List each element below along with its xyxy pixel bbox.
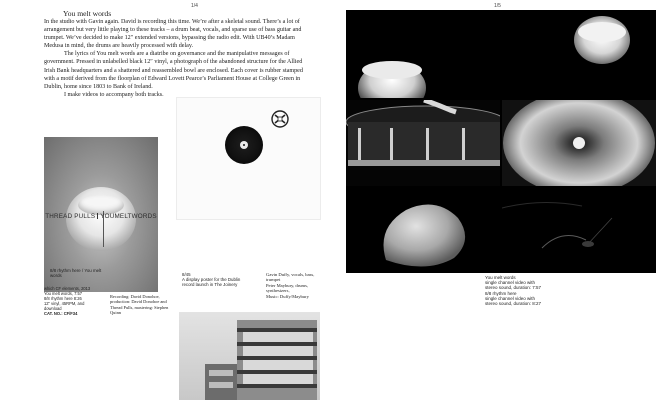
vinyl-spindle-hole bbox=[243, 144, 245, 146]
video-caption bbox=[485, 275, 569, 306]
left-page bbox=[0, 0, 334, 400]
sleeve-band-title bbox=[44, 213, 158, 220]
video-caption-line-6: stereo sound, duration: 8:27 bbox=[485, 301, 542, 307]
sleeve-meta-line-2: words bbox=[50, 273, 62, 278]
essay-paragraph-2: The lyrics of You melt words are a diatribe on governance and the manipulative messages of government. Pressed in unlabelled black 12″ vinyl, a photograph of the abandoned structure for the Allied Irish Bank headquarters and a shattered and reassembled bowl are enclosed. Each cover is rubber stamped with a motif derived from the floorplan of Edward Lovett Pearce’s Parliament House at College Green in Dublin, home since 1803 to Bank of Ireland. bbox=[44, 51, 303, 90]
video-caption-line-1: You melt words bbox=[485, 275, 516, 280]
essay-paragraph-1: In the studio with Gavin again. David is recording this time. We’re after a skeletal sound. There’s a lot of arrangement but very little playing to these tracks – a drum beat, vocals, and sparse use of bass guitar and trumpet. We’ve decided to make 12″ extended versions, bypassing the radio edit. With UB40’s Madam Medusa in mind, the drums are heavily processed with delay. bbox=[44, 19, 302, 50]
bowl-rim bbox=[78, 195, 124, 215]
still-bowl-left bbox=[346, 10, 500, 98]
sleeve-meta-line-1: 8/8 rhythm here / You melt bbox=[50, 268, 102, 273]
poster-caption: 8/45 A display poster for the Dublin record launch in The Joinery bbox=[182, 272, 241, 287]
sleeve-caption bbox=[44, 287, 108, 316]
essay-title: You melt words bbox=[63, 9, 112, 18]
sleeve-caption-line-1: which CF elements, 2013 bbox=[44, 286, 91, 291]
record-sleeve-photo bbox=[44, 137, 158, 292]
performer-credits: Gavin Duffy, vocals, bass, trumpet Peter Maybury, drums, synthesizers, Music: Duffy/Maybury bbox=[266, 272, 315, 299]
video-caption-line-4: 8/8 rhythm here bbox=[485, 290, 517, 296]
page-number-right: 1/5 bbox=[494, 3, 501, 9]
video-caption-line-5: single channel video with bbox=[485, 295, 536, 301]
page-number-left: 1/4 bbox=[191, 3, 198, 9]
sleeve-band-divider bbox=[97, 213, 98, 219]
bowl-still-image bbox=[346, 10, 500, 98]
sleeve-band-left: THREAD PULLS bbox=[45, 213, 96, 220]
bowl-still-image-2 bbox=[502, 10, 656, 98]
vinyl-disc bbox=[225, 126, 263, 164]
still-stone bbox=[346, 188, 500, 273]
dark-abstract-image bbox=[502, 188, 656, 273]
sleeve-caption-line-3: 8/8 rhythm here 8:26 bbox=[44, 295, 82, 301]
snare-drum-image bbox=[346, 100, 500, 186]
vinyl-record-photo bbox=[176, 97, 321, 220]
still-bowl-right bbox=[502, 10, 656, 98]
speaker-cone-image bbox=[502, 100, 656, 186]
stone-image bbox=[346, 188, 500, 273]
video-stills-grid bbox=[346, 10, 656, 273]
essay-paragraph-3: I make videos to accompany both tracks. bbox=[64, 91, 164, 98]
video-caption-line-3: stereo sound, duration: 7:57 bbox=[485, 285, 542, 291]
still-speaker-cone bbox=[502, 100, 656, 186]
sleeve-caption-line-5: download bbox=[44, 305, 62, 311]
sleeve-meta bbox=[50, 268, 101, 278]
essay-body bbox=[44, 18, 306, 99]
building-photo bbox=[179, 312, 320, 400]
still-snare-drum bbox=[346, 100, 500, 186]
catalogue-number: CAT. NO.: CF/F34 bbox=[44, 310, 78, 316]
sleeve-caption-line-4: 12" vinyl, 45RPM, and bbox=[44, 300, 85, 306]
sleeve-band-right: YOUMELTWORDS bbox=[100, 213, 157, 220]
recording-credits: Recording: David Donohoe, production: David Donohoe and Thread Pulls, mastering: Stephen Quinn bbox=[110, 294, 169, 316]
building-structure bbox=[179, 312, 320, 400]
video-caption-line-2: single channel video with bbox=[485, 280, 536, 286]
sleeve-caption-line-2: You melt words, 7:57 bbox=[44, 290, 83, 296]
still-dark-abstract bbox=[502, 188, 656, 273]
floorplan-stamp-icon bbox=[271, 110, 289, 128]
